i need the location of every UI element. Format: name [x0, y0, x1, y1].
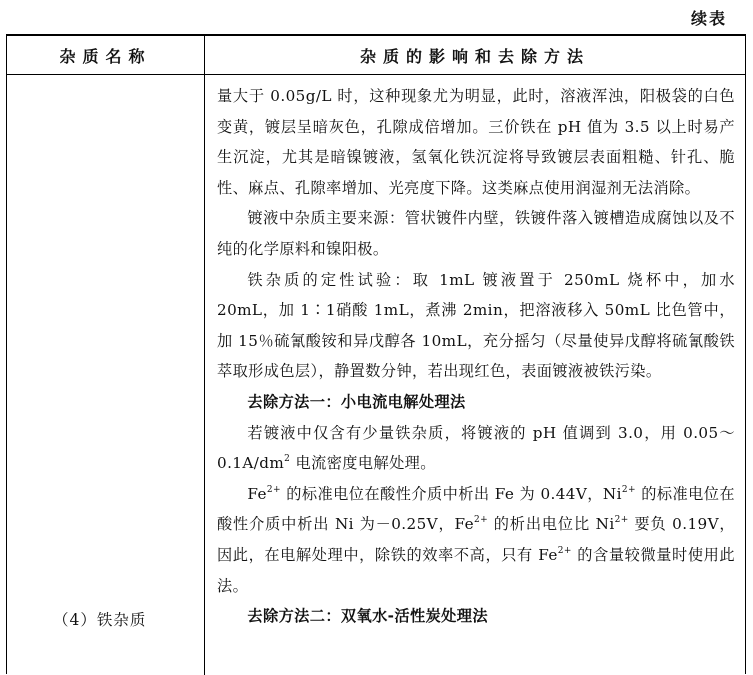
paragraph-sources: 镀液中杂质主要来源：管状镀件内壁，铁镀件落入镀槽造成腐蚀以及不纯的化学原料和镍阳极。: [217, 209, 735, 258]
impurity-table: [6, 34, 746, 674]
paragraph-qualitative-test: 铁杂质的定性试验：取 1mL 镀液置于 250mL 烧杯中，加水 20mL，加 1∶1硝酸 1mL，煮沸 2min，把溶液移入 50mL 比色管中，加 15％硫氰酸铵和异戊醇各 10mL，充分摇匀（尽量使异戊醇将硫氰酸铁萃取形成色层），静置数分钟，若出现红色，表面镀液被铁污染。: [217, 270, 735, 381]
paragraph-method-one-body: [217, 418, 735, 479]
potential-text-4: 的析出电位比 Ni: [488, 515, 615, 534]
potential-text-5: 要负 0.19V，因此，在电解处理中，除铁的效率不高，只有 Fe: [217, 515, 735, 564]
method-one-superscript: 2: [284, 454, 291, 465]
potential-sup-2: 2+: [621, 484, 636, 495]
impact-content-cell: [205, 75, 745, 675]
impurity-name-cell: [7, 75, 205, 675]
continued-label: 续表: [690, 9, 727, 28]
header-impact-and-removal: 杂质的影响和去除方法: [359, 46, 590, 66]
potential-sup-5: 2+: [557, 545, 572, 556]
impurity-name: （4）铁杂质: [53, 611, 147, 629]
table-header-row: [7, 36, 745, 75]
method-one-text-b: 电流密度电解处理。: [290, 454, 436, 473]
potential-text-1: Fe: [247, 484, 267, 503]
potential-text-2: 的标准电位在酸性介质中析出 Fe 为 0.44V，Ni: [280, 484, 622, 503]
potential-sup-4: 2+: [614, 515, 629, 526]
paragraph-method-two-title: 去除方法二：双氧水-活性炭处理法: [247, 607, 488, 626]
method-one-text-a: 若镀液中仅含有少量铁杂质，将镀液的 pH 值调到 3.0，用 0.05～0.1A/dm: [217, 423, 735, 473]
potential-sup-3: 2+: [474, 515, 489, 526]
paragraph-effects: 量大于 0.05g/L 时，这种现象尤为明显，此时，溶液浑浊，阳极袋的白色变黄，镀层呈暗灰色，孔隙成倍增加。三价铁在 pH 值为 3.5 以上时易产生沉淀，尤其是暗镍镀液，氢氧化铁沉淀将导致镀层表面粗糙、针孔、脆性、麻点、孔隙率增加、光亮度下降。这类麻点使用润湿剂无法消除。: [217, 87, 735, 197]
paragraph-potential-explanation: [217, 479, 735, 601]
header-impurity-name: 杂质名称: [7, 36, 205, 74]
paragraph-method-one-title: 去除方法一：小电流电解处理法: [247, 392, 466, 411]
potential-text-3: 的标准电位在酸性介质中析出 Ni 为－0.25V，Fe: [217, 484, 735, 534]
table-row: [7, 75, 745, 675]
potential-text-6: 的含量较微量时使用此法。: [217, 545, 735, 595]
potential-sup-1: 2+: [266, 484, 281, 495]
